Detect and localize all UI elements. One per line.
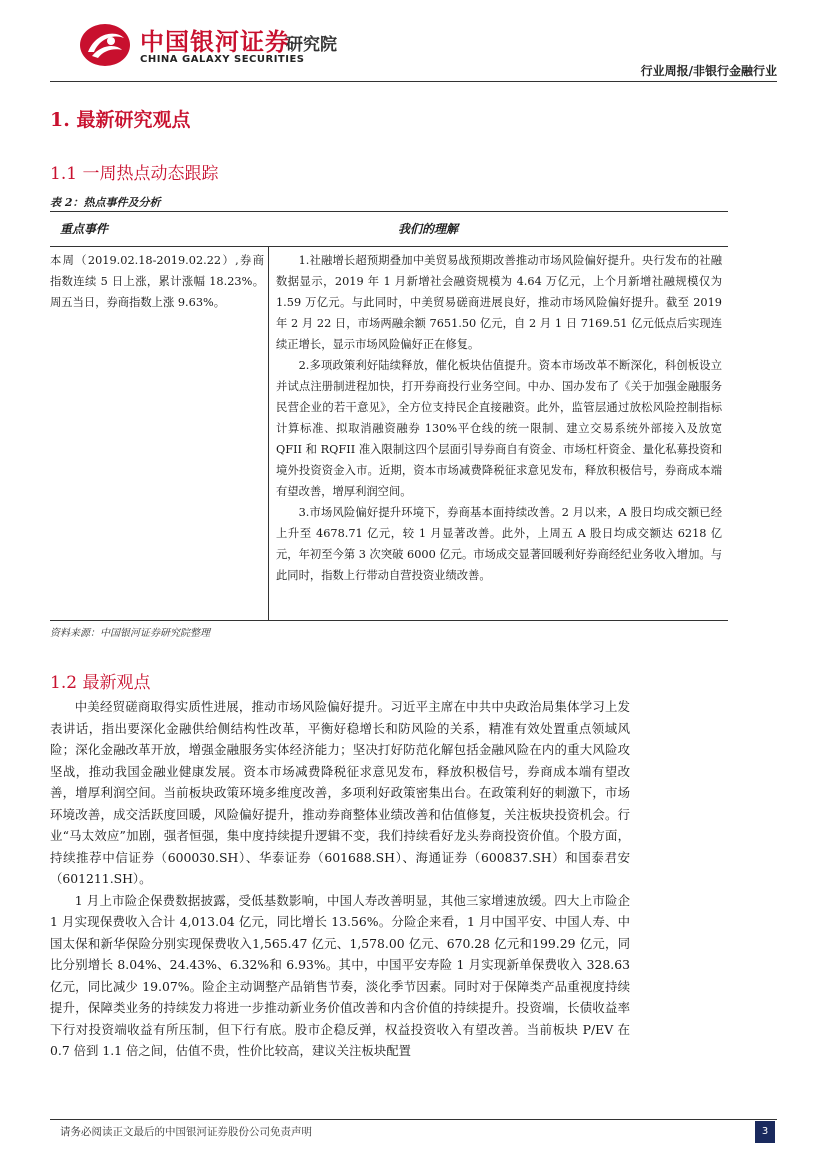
company-logo [78, 20, 368, 72]
table-cell-analysis [276, 250, 722, 586]
report-category: 行业周报/非银行金融行业 [640, 64, 777, 78]
page-number: 3 [755, 1121, 775, 1143]
table-column-divider [268, 247, 269, 620]
section-title: 1. 最新研究观点 [50, 109, 191, 131]
analysis-paragraph: 1.社融增长超预期叠加中美贸易战预期改善推动市场风险偏好提升。央行发布的社融数据显示，2019 年 1 月新增社会融资规模为 4.64 万亿元，上个月新增社融规模仅为 1.59 万亿元。与此同时，中美贸易磋商进展良好，推动市场风险偏好提升。截至 2019 年 2 月 22 日，市场两融余额 7651.50 亿元，自 2 月 1 日 7169.51 亿元低点后实现连续正增长，显示市场风险偏好正在修复。 [276, 254, 722, 351]
analysis-paragraph: 2.多项政策利好陆续释放，催化板块估值提升。资本市场改革不断深化，科创板设立并试点注册制进程加快，打开券商投行业务空间。中办、国办发布了《关于加强金融服务民营企业的若干意见》，全方位支持民企直接融资。此外，监管层通过放松风险控制指标计算标准、拟取消融资融券 130%平仓线的统一限制、建立交易系统外部接入及放宽 QFII 和 RQFII 准入限制这四个层面引导券商自有资金、市场杠杆资金、量化私募投资和境外投资资金入市。近期，资本市场减费降税征求意见发布，释放积极信号，券商成本端有望改善，增厚利润空间。 [276, 359, 722, 498]
logo-english-name: CHINA GALAXY SECURITIES [140, 54, 305, 65]
table-title: 表 2：热点事件及分析 [50, 196, 161, 209]
galaxy-logo-icon [78, 22, 132, 68]
column-header-analysis: 我们的理解 [398, 222, 459, 236]
logo-institute-name: 研究院 [286, 35, 337, 55]
column-header-event: 重点事件 [60, 222, 109, 236]
body-text [50, 696, 630, 1062]
table-bottom-rule [50, 620, 728, 621]
table-source-note: 资料来源：中国银河证券研究院整理 [50, 628, 210, 639]
body-paragraph: 中美经贸磋商取得实质性进展，推动市场风险偏好提升。习近平主席在中共中央政治局集体学习上发表讲话，指出要深化金融供给侧结构性改革，平衡好稳增长和防风险的关系，精准有效处置重点领域风险；深化金融改革开放，增强金融服务实体经济能力；坚决打好防范化解包括金融风险在内的重大风险攻坚战，推动我国金融业健康发展。资本市场减费降税征求意见发布，释放积极信号，券商成本端有望改善，增厚利润空间。当前板块政策环境多维度改善，多项利好政策密集出台。在政策利好的刺激下，市场环境改善，成交活跃度回暖，风险偏好提升，推动券商整体业绩改善和估值修复，关注板块投资机会。行业“马太效应”加剧，强者恒强，集中度持续提升逻辑不变，我们持续看好龙头券商投资价值。个股方面，持续推荐中信证券（600030.SH）、华泰证券（601688.SH）、海通证券（600837.SH）和国泰君安（601211.SH）。 [50, 699, 630, 886]
logo-chinese-name: 中国银河证券 [140, 28, 290, 56]
subsection-title-latest-views: 1.2 最新观点 [50, 673, 151, 693]
table-cell-event: 本周（2019.02.18-2019.02.22）,券商指数连续 5 日上涨，累计涨幅 18.23%。周五当日，券商指数上涨 9.63%。 [50, 254, 264, 309]
footer-disclaimer: 请务必阅读正文最后的中国银河证券股份公司免责声明 [60, 1126, 312, 1138]
subsection-title-hot-events: 1.1 一周热点动态跟踪 [50, 164, 219, 184]
body-paragraph: 1 月上市险企保费数据披露，受低基数影响，中国人寿改善明显，其他三家增速放缓。四大上市险企 1 月实现保费收入合计 4,013.04 亿元，同比增长 13.56%。分险企来看，1 月中国平安、中国人寿、中国太保和新华保险分别实现保费收入1,565.47 亿元、1,578.00 亿元、670.28 亿元和199.29 亿元，同比分别增长 8.04%、24.43%、6.32%和 6.93%。其中，中国平安寿险 1 月实现新单保费收入 328.63 亿元，同比减少 19.07%。险企主动调整产品销售节奏，淡化季节因素。同时对于保障类产品重视度持续提升，保障类业务的持续发力将进一步推动新业务价值改善和内含价值的持续提升。投资端，长债收益率下行对投资端收益有所压制，但下行有底。股市企稳反弹，权益投资收入有望改善。当前板块 P/EV 在 0.7 倍到 1.1 倍之间，估值不贵，性价比较高，建议关注板块配置 [50, 892, 630, 1058]
analysis-paragraph: 3.市场风险偏好提升环境下，券商基本面持续改善。2 月以来，A 股日均成交额已经上升至 4678.71 亿元，较 1 月显著改善。此外，上周五 A 股日均成交额达 6218 亿元，年初至今第 3 次突破 6000 亿元。市场成交显著回暖利好券商经纪业务收入增加。与此同时，指数上行带动自营投资业绩改善。 [276, 506, 722, 582]
table-header-row [50, 212, 728, 247]
footer-divider [50, 1119, 777, 1120]
header-divider [50, 81, 777, 82]
